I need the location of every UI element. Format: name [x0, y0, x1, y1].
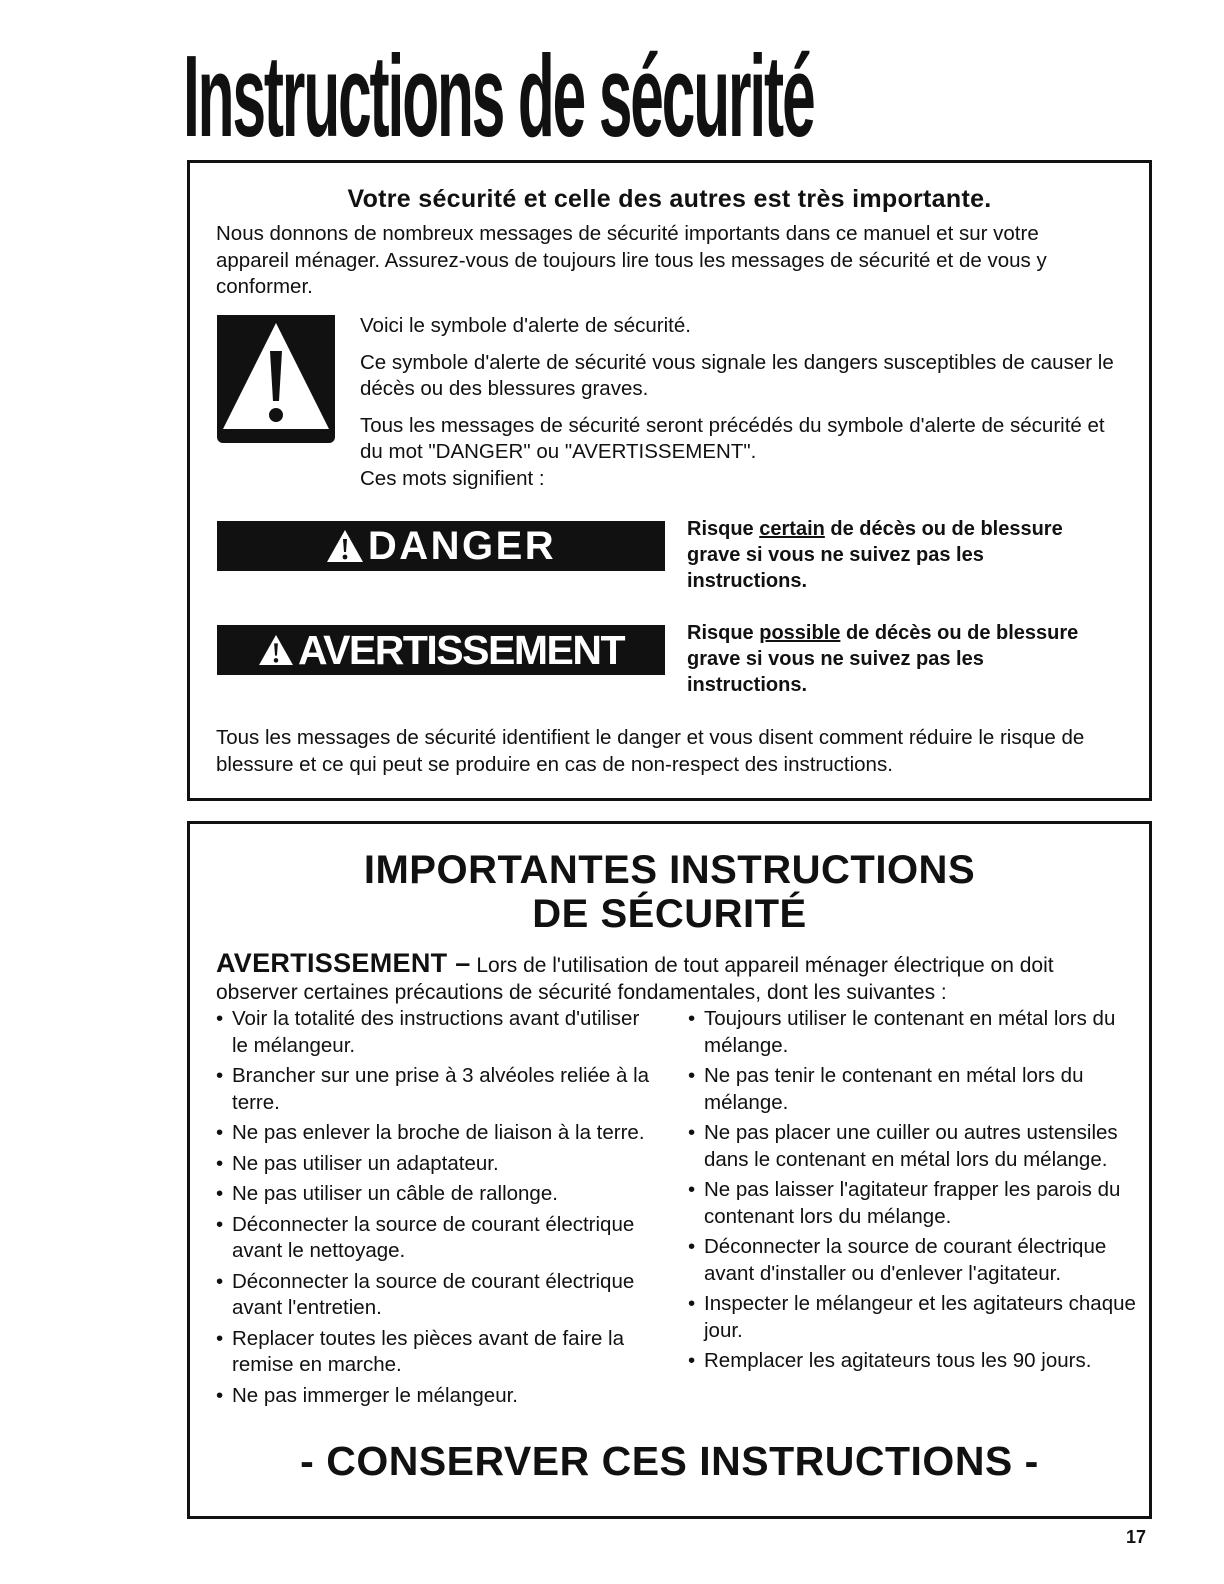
safety-intro: Nous donnons de nombreux messages de sécurité importants dans ce manuel et sur votre appareil ménager. Assurez-vous de toujours lire tous les messages de sécurité et de vous y conformer.: [216, 222, 1047, 298]
list-item: • Déconnecter la source de courant électrique avant le nettoyage.: [216, 1212, 656, 1265]
list-item: • Remplacer les agitateurs tous les 90 jours.: [688, 1348, 1143, 1375]
warning-signal-word: [217, 625, 665, 675]
list-item: • Déconnecter la source de courant électrique avant l'entretien.: [216, 1269, 656, 1322]
safety-heading: Votre sécurité et celle des autres est très importante.: [347, 185, 992, 213]
words-mean-text: Ces mots signifient :: [360, 466, 545, 490]
symbol-meaning: Ce symbole d'alerte de sécurité vous signale les dangers susceptibles de causer le décès ou des blessures graves.: [360, 350, 1114, 400]
safety-alert-symbol-icon: [217, 315, 335, 443]
list-item: • Ne pas enlever la broche de liaison à la terre.: [216, 1120, 656, 1147]
safety-footer: Tous les messages de sécurité identifient le danger et vous disent comment réduire le risque de blessure et ce qui peut se produire en cas de non-respect des instructions.: [216, 726, 1085, 776]
warning-description: Risque possible de décès ou de blessure grave si vous ne suivez pas les instructions.: [687, 622, 1079, 696]
closing-statement: - CONSERVER CES INSTRUCTIONS -: [300, 1438, 1039, 1484]
alert-triangle-icon: [258, 634, 294, 666]
symbol-explanation: [360, 313, 1120, 492]
list-item: • Ne pas utiliser un adaptateur.: [216, 1151, 656, 1178]
important-heading: IMPORTANTES INSTRUCTIONS DE SÉCURITÉ: [363, 848, 976, 936]
warning-label: AVERTISSEMENT: [298, 626, 624, 673]
symbol-line: Voici le symbole d'alerte de sécurité.: [360, 314, 691, 337]
warning-intro: AVERTISSEMENT – Lors de l'utilisation de tout appareil ménager électrique on doit observer certaines précautions de sécurité fondamentales, dont les suivantes :: [216, 948, 1054, 1004]
list-item: • Ne pas utiliser un câble de rallonge.: [216, 1181, 656, 1208]
list-item: • Toujours utiliser le contenant en métal lors du mélange.: [688, 1006, 1143, 1059]
page-number: 17: [1126, 1527, 1147, 1547]
list-item: • Ne pas laisser l'agitateur frapper les parois du contenant lors du mélange.: [688, 1177, 1143, 1230]
list-item: • Voir la totalité des instructions avant d'utiliser le mélangeur.: [216, 1006, 656, 1059]
alert-triangle-icon: [326, 529, 364, 563]
important-instructions-box: [187, 821, 1152, 1519]
danger-label: DANGER: [367, 523, 557, 568]
list-item: • Brancher sur une prise à 3 alvéoles reliée à la terre.: [216, 1063, 656, 1116]
safety-info-box: [187, 160, 1152, 801]
list-item: • Inspecter le mélangeur et les agitateurs chaque jour.: [688, 1291, 1143, 1344]
danger-signal-word: [217, 521, 665, 571]
danger-description: Risque certain de décès ou de blessure grave si vous ne suivez pas les instructions.: [687, 518, 1063, 592]
preceded-by-text: Tous les messages de sécurité seront précédés du symbole d'alerte de sécurité et du mot "DANGER" ou "AVERTISSEMENT".: [360, 413, 1105, 463]
list-item: • Déconnecter la source de courant électrique avant d'installer ou d'enlever l'agitateur.: [688, 1234, 1143, 1287]
list-item: • Ne pas tenir le contenant en métal lors du mélange.: [688, 1063, 1143, 1116]
right-bullet-list: [688, 1006, 1143, 1379]
warning-emphasis: possible: [759, 622, 841, 644]
warning-intro-label: AVERTISSEMENT –: [216, 948, 471, 978]
page-title: Instructions de sécurité: [183, 31, 814, 161]
list-item: • Ne pas immerger le mélangeur.: [216, 1383, 656, 1410]
list-item: • Replacer toutes les pièces avant de faire la remise en marche.: [216, 1326, 656, 1379]
list-item: • Ne pas placer une cuiller ou autres ustensiles dans le contenant en métal lors du mélange.: [688, 1120, 1143, 1173]
left-bullet-list: [216, 1006, 656, 1413]
danger-emphasis: certain: [759, 518, 825, 540]
